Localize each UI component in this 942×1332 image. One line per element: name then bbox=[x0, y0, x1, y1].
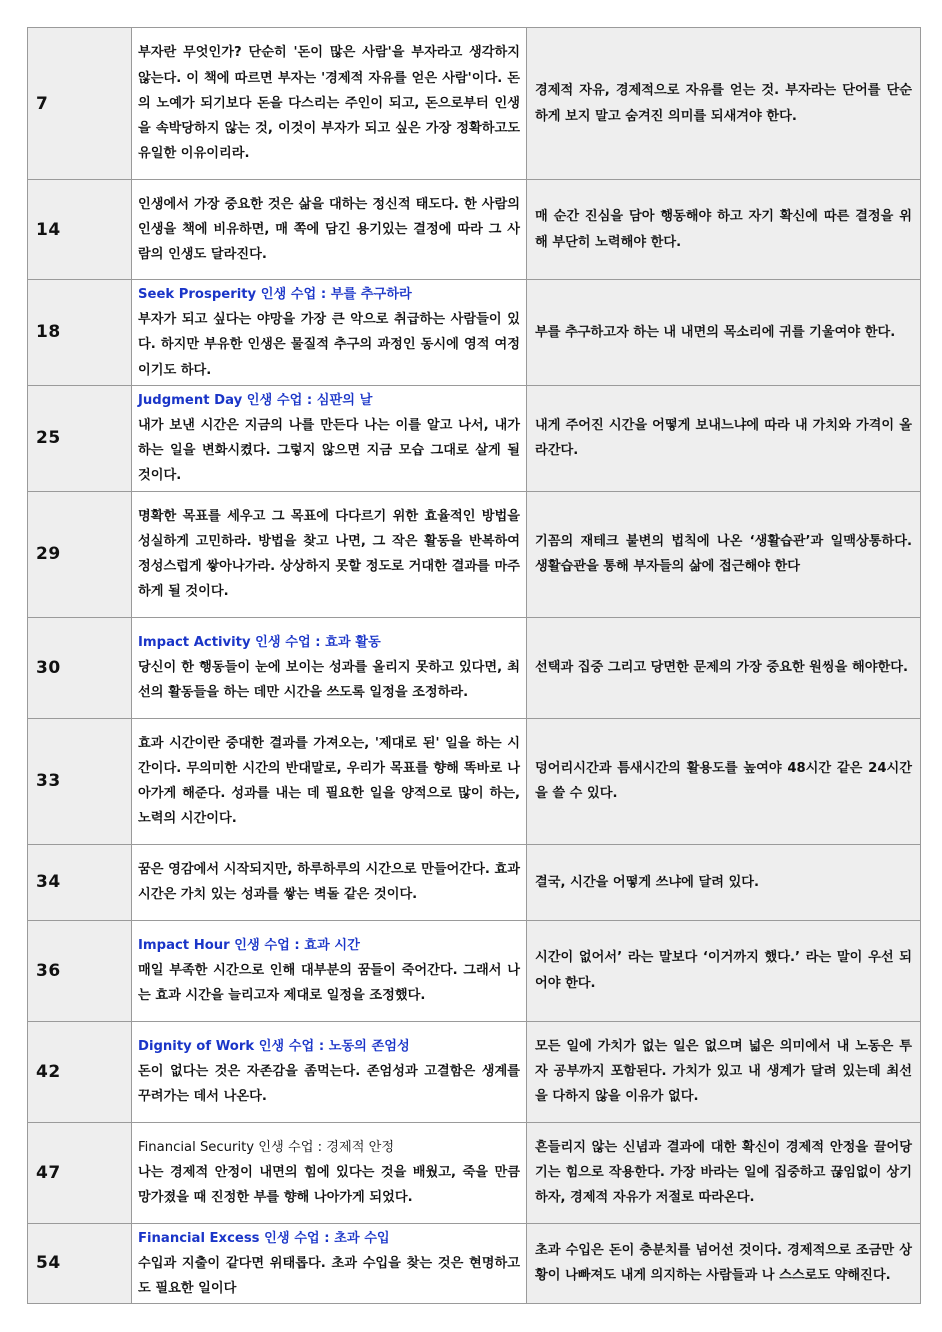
page-number: 33 bbox=[28, 718, 132, 844]
note-cell bbox=[527, 920, 921, 1021]
lesson-heading: Judgment Day 인생 수업 : 심판의 날 bbox=[138, 392, 373, 408]
quote-text: 효과 시간이란 중대한 결과를 가져오는, '제대로 된' 일을 하는 시간이다. 무의미한 시간의 반대말로, 우리가 목표를 향해 똑바로 나아가게 해준다. 성과를 내는 데 필요한 일을 양적으로 많이 하는, 노력의 시간이다. bbox=[138, 735, 520, 827]
table-row bbox=[28, 180, 921, 280]
quote-cell bbox=[132, 280, 527, 386]
quote-text: 수입과 지출이 같다면 위태롭다. 초과 수입을 찾는 것은 현명하고도 필요한 일이다 bbox=[138, 1255, 520, 1297]
quote-cell bbox=[132, 718, 527, 844]
table-row bbox=[28, 844, 921, 920]
table-row bbox=[28, 617, 921, 718]
lesson-heading: Seek Prosperity 인생 수업 : 부를 추구하라 bbox=[138, 287, 412, 302]
note-text: 경제적 자유, 경제적으로 자유를 얻는 것. 부자라는 단어를 단순하게 보지 말고 숨겨진 의미를 되새겨야 한다. bbox=[535, 83, 912, 124]
note-text: 덩어리시간과 틈새시간의 활용도를 높여야 48시간 같은 24시간을 쓸 수 있다. bbox=[535, 760, 912, 802]
note-text: 내게 주어진 시간을 어떻게 보내느냐에 따라 내 가치와 가격이 올라간다. bbox=[535, 418, 912, 459]
note-cell bbox=[527, 28, 921, 180]
note-cell bbox=[527, 180, 921, 280]
note-cell bbox=[527, 617, 921, 718]
quote-cell bbox=[132, 1122, 527, 1223]
quote-text: 부자란 무엇인가? 단순히 '돈이 많은 사람'을 부자라고 생각하지 않는다. 이 책에 따르면 부자는 '경제적 자유를 얻은 사람'이다. 돈의 노예가 되기보다 돈을 다스리는 주인이 되고, 돈으로부터 인생을 속박당하지 않는 것, 이것이 부자가 되고 싶은 가장 정확하고도 유일한 이유이리라. bbox=[138, 45, 520, 162]
quote-text: 나는 경제적 안정이 내면의 힘에 있다는 것을 배웠고, 죽을 만큼 망가졌을 때 진정한 부를 향해 나아가게 되었다. bbox=[138, 1165, 520, 1206]
quote-cell bbox=[132, 844, 527, 920]
page-number: 14 bbox=[28, 180, 132, 280]
quote-cell bbox=[132, 1021, 527, 1122]
note-text: 매 순간 진심을 담아 행동해야 하고 자기 확신에 따른 결정을 위해 부단히 노력해야 한다. bbox=[535, 209, 912, 250]
table-row bbox=[28, 1122, 921, 1223]
table-row bbox=[28, 1021, 921, 1122]
lesson-heading: Dignity of Work 인생 수업 : 노동의 존엄성 bbox=[138, 1038, 410, 1054]
page-number: 34 bbox=[28, 844, 132, 920]
lesson-heading: Financial Security 인생 수업 : 경제적 안정 bbox=[138, 1139, 395, 1155]
quote-text: 돈이 없다는 것은 자존감을 좀먹는다. 존엄성과 고결함은 생계를 꾸려가는 데서 나온다. bbox=[138, 1064, 520, 1105]
quote-text: 매일 부족한 시간으로 인해 대부분의 꿈들이 죽어간다. 그래서 나는 효과 시간을 늘리고자 제대로 일정을 조정했다. bbox=[138, 963, 520, 1004]
page-number: 30 bbox=[28, 617, 132, 718]
quote-text: 명확한 목표를 세우고 그 목표에 다다르기 위한 효율적인 방법을 성실하게 고민하라. 방법을 찾고 나면, 그 작은 활동을 반복하여 정성스럽게 쌓아나가라. 상상하지 못할 정도로 거대한 결과를 마주하게 될 것이다. bbox=[138, 508, 520, 600]
note-cell bbox=[527, 385, 921, 491]
lesson-heading: Impact Hour 인생 수업 : 효과 시간 bbox=[138, 937, 360, 953]
note-cell bbox=[527, 1021, 921, 1122]
quote-text: 부자가 되고 싶다는 야망을 가장 큰 악으로 취급하는 사람들이 있다. 하지만 부유한 인생은 물질적 추구의 과정인 동시에 영적 여정이기도 하다. bbox=[138, 312, 520, 378]
page-number: 29 bbox=[28, 491, 132, 617]
note-text: 부를 추구하고자 하는 내 내면의 목소리에 귀를 기울여야 한다. bbox=[535, 324, 896, 340]
note-text: 초과 수입은 돈이 충분치를 넘어선 것이다. 경제적으로 조금만 상황이 나빠져도 내게 의지하는 사람들과 나 스스로도 약해진다. bbox=[535, 1243, 912, 1284]
table-row bbox=[28, 920, 921, 1021]
page-number: 36 bbox=[28, 920, 132, 1021]
quote-cell bbox=[132, 385, 527, 491]
note-text: 시간이 없어서’ 라는 말보다 ‘이거까지 했다.’ 라는 말이 우선 되어야 한다. bbox=[535, 950, 912, 991]
table-row bbox=[28, 1223, 921, 1304]
quote-cell bbox=[132, 180, 527, 280]
table-row bbox=[28, 280, 921, 386]
quote-text: 내가 보낸 시간은 지금의 나를 만든다 나는 이를 알고 나서, 내가 하는 일을 변화시켰다. 그렇지 않으면 지금 모습 그대로 살게 될 것이다. bbox=[138, 418, 520, 484]
quote-text: 인생에서 가장 중요한 것은 삶을 대하는 정신적 태도다. 한 사람의 인생을 책에 비유하면, 매 쪽에 담긴 용기있는 결정에 따라 그 사람의 인생도 달라진다. bbox=[138, 196, 520, 263]
page-number: 7 bbox=[28, 28, 132, 180]
table-row bbox=[28, 385, 921, 491]
quote-cell bbox=[132, 491, 527, 617]
table-row bbox=[28, 718, 921, 844]
note-cell bbox=[527, 1122, 921, 1223]
note-cell bbox=[527, 280, 921, 386]
quote-text: 당신이 한 행동들이 눈에 보이는 성과를 올리지 못하고 있다면, 최선의 활동들을 하는 데만 시간을 쓰도록 일정을 조정하라. bbox=[138, 660, 520, 701]
quote-text: 꿈은 영감에서 시작되지만, 하루하루의 시간으로 만들어간다. 효과 시간은 가치 있는 성과를 쌓는 벽돌 같은 것이다. bbox=[138, 861, 520, 903]
quote-cell bbox=[132, 920, 527, 1021]
quote-cell bbox=[132, 617, 527, 718]
table-row bbox=[28, 28, 921, 180]
note-cell bbox=[527, 844, 921, 920]
page-number: 42 bbox=[28, 1021, 132, 1122]
reading-notes-table bbox=[27, 27, 921, 1304]
lesson-heading: Financial Excess 인생 수업 : 초과 수입 bbox=[138, 1230, 390, 1246]
page-number: 25 bbox=[28, 385, 132, 491]
quote-cell bbox=[132, 28, 527, 180]
note-cell bbox=[527, 491, 921, 617]
page-number: 47 bbox=[28, 1122, 132, 1223]
note-text: 선택과 집중 그리고 당면한 문제의 가장 중요한 원씽을 해야한다. bbox=[535, 660, 908, 676]
note-text: 흔들리지 않는 신념과 결과에 대한 확신이 경제적 안정을 끌어당기는 힘으로 작용한다. 가장 바라는 일에 집중하고 끊임없이 상기하자, 경제적 자유가 저절로 따라온다. bbox=[535, 1139, 912, 1206]
note-cell bbox=[527, 1223, 921, 1304]
table-row bbox=[28, 491, 921, 617]
page-number: 54 bbox=[28, 1223, 132, 1304]
note-text: 결국, 시간을 어떻게 쓰냐에 달려 있다. bbox=[535, 874, 760, 890]
note-text: 모든 일에 가치가 없는 일은 없으며 넓은 의미에서 내 노동은 투자 공부까지 포함된다. 가치가 있고 내 생계가 달려 있는데 최선을 다하지 않을 이유가 없다. bbox=[535, 1038, 912, 1105]
page-number: 18 bbox=[28, 280, 132, 386]
lesson-heading: Impact Activity 인생 수업 : 효과 활동 bbox=[138, 634, 381, 650]
quote-cell bbox=[132, 1223, 527, 1304]
note-cell bbox=[527, 718, 921, 844]
note-text: 기꼼의 재테크 불변의 법칙에 나온 ‘생활습관’과 일맥상통하다. 생활습관을 통해 부자들의 삶에 접근해야 한다 bbox=[535, 533, 912, 575]
